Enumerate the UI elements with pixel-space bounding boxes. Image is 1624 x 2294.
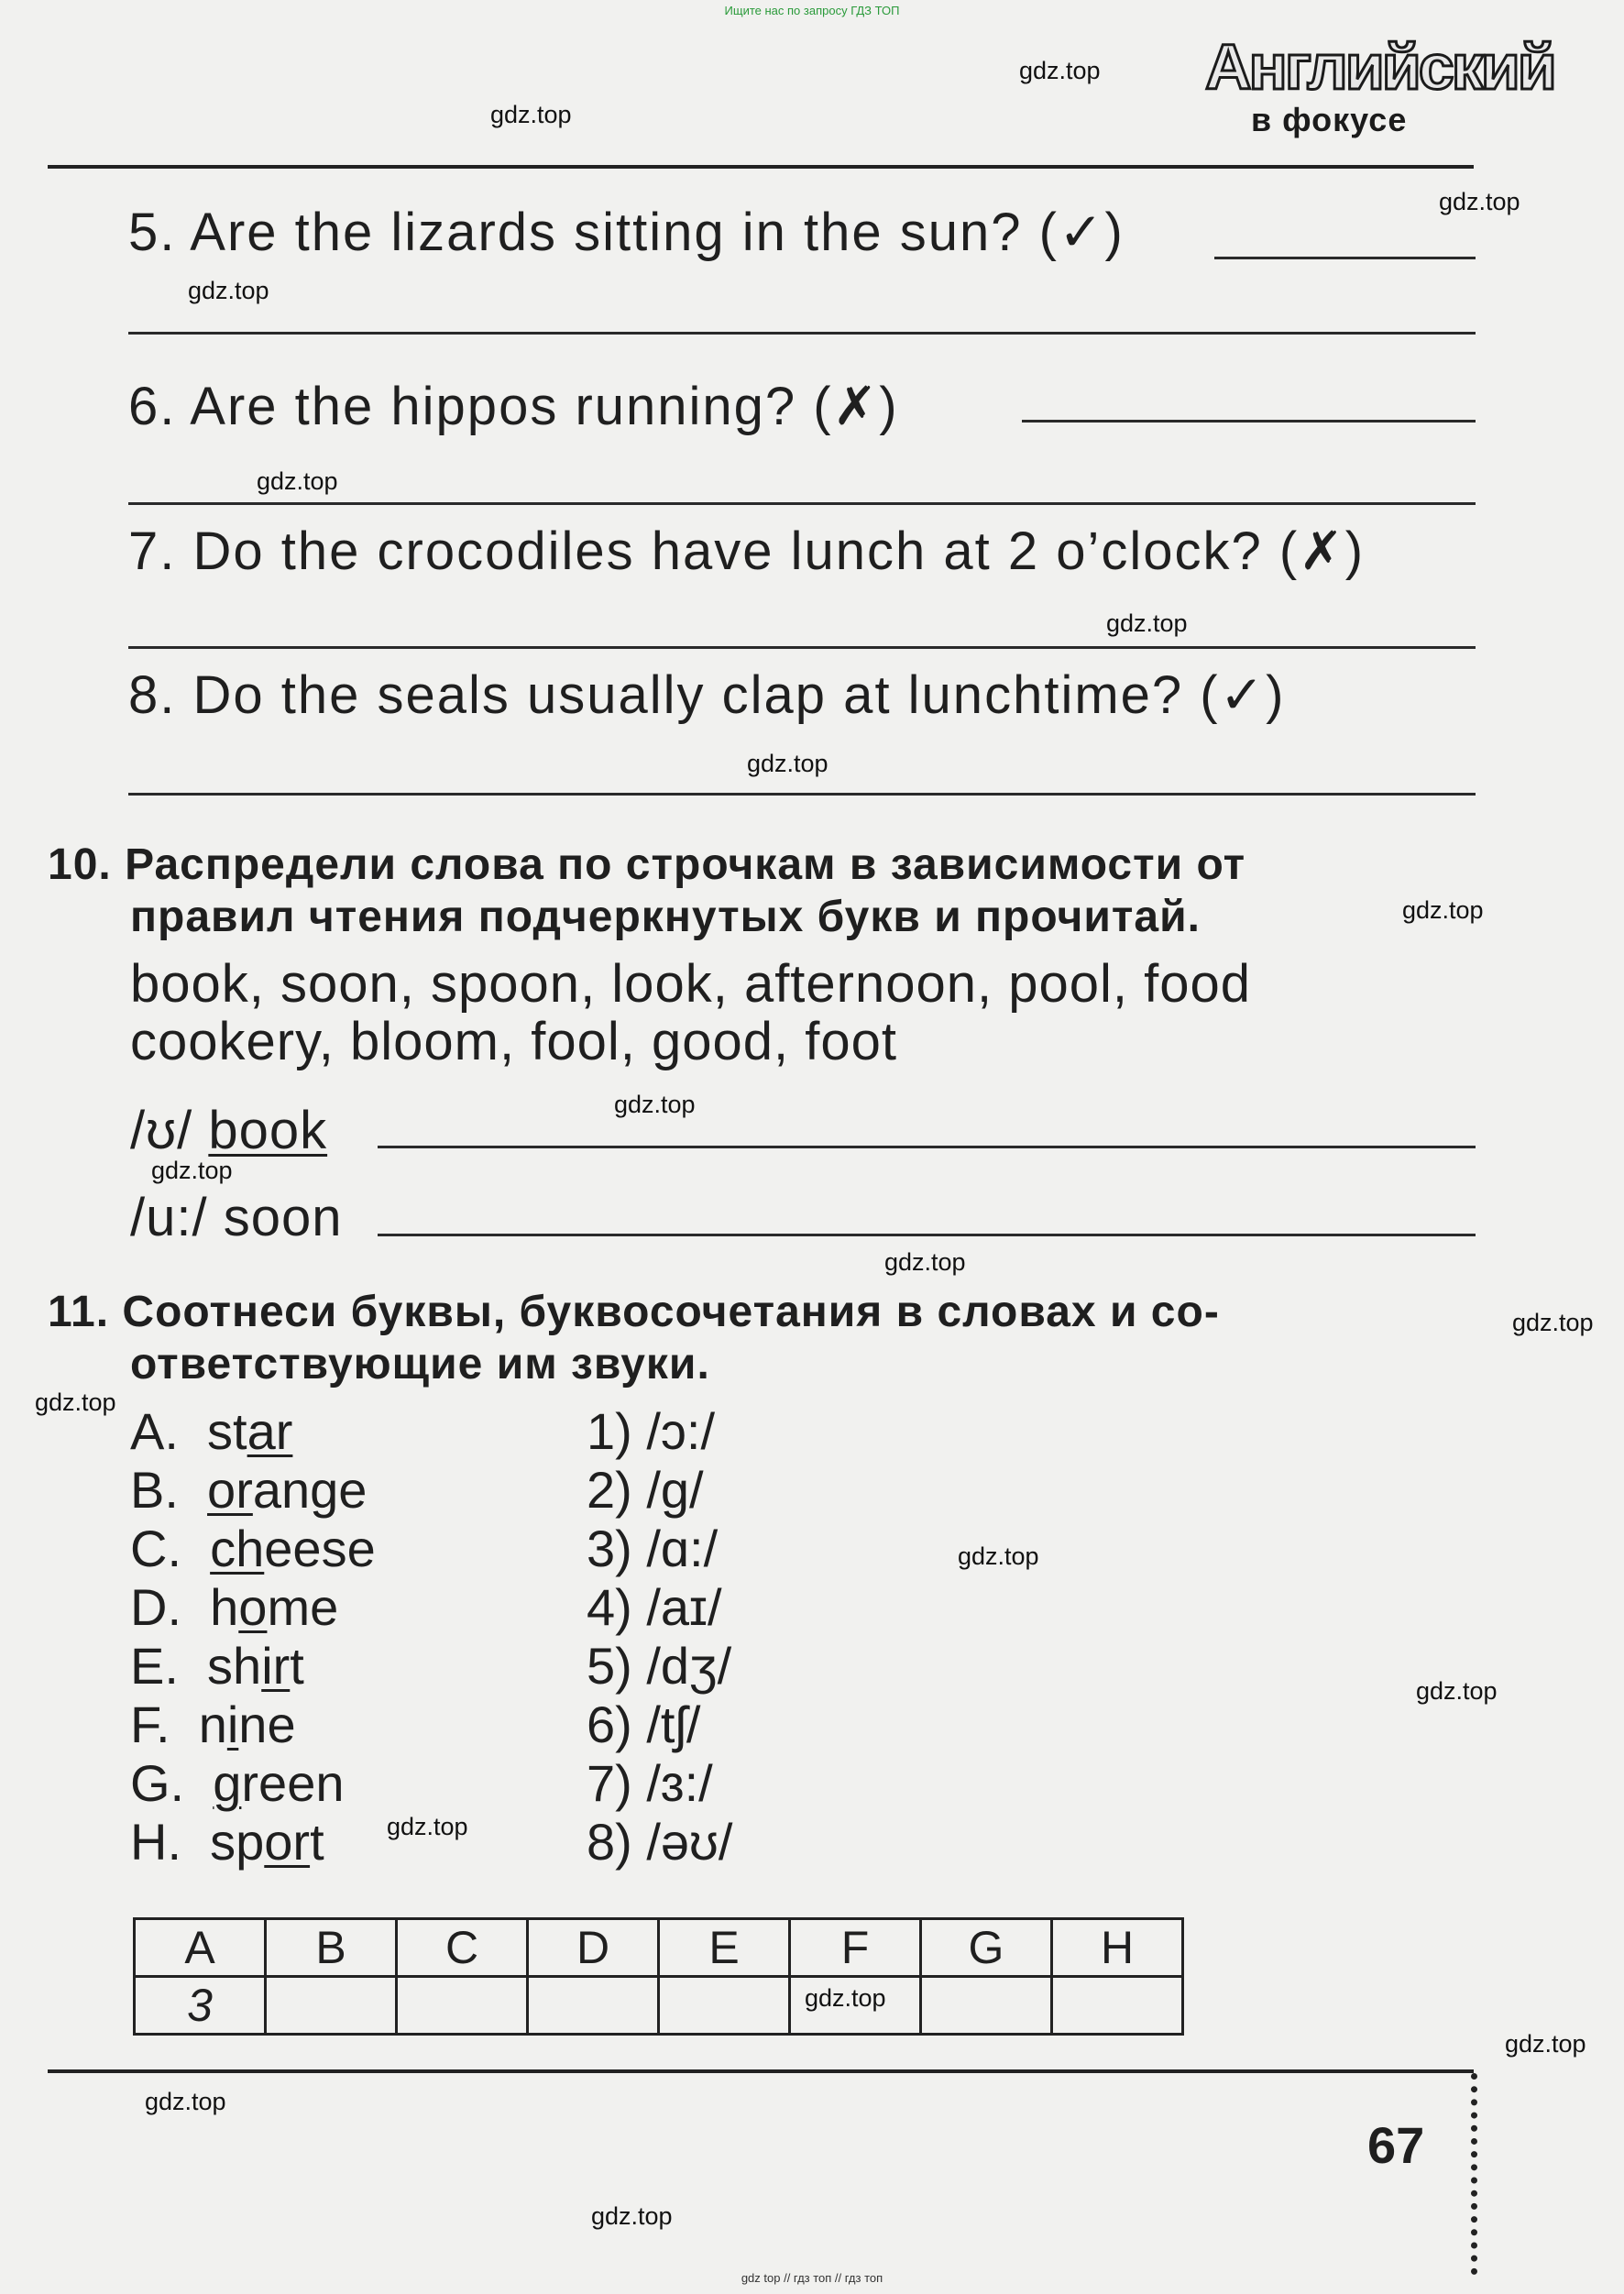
sound-row-short-u — [130, 1101, 328, 1160]
sound-item: 3) /ɑ:/ — [587, 1520, 719, 1577]
word: cookery — [130, 1012, 319, 1071]
watermark: gdz.top — [1019, 57, 1101, 84]
table-cell: D — [528, 1919, 659, 1977]
task-10-title: 10. Распредели слова по строчкам в зависимости от — [48, 840, 1246, 889]
table-answer-row — [135, 1977, 1183, 2035]
example-word: soon — [223, 1188, 343, 1247]
example-word: book — [208, 1101, 328, 1160]
answer-cell[interactable] — [397, 1977, 528, 2035]
watermark: gdz.top — [188, 277, 269, 304]
table-cell: B — [266, 1919, 397, 1977]
table-cell: H — [1052, 1919, 1183, 1977]
watermark: gdz.top — [884, 1248, 966, 1276]
letter-item: H. sport — [130, 1813, 324, 1871]
task-10-words-line1: book, soon, spoon, look, afternoon, pool, food — [130, 954, 1252, 1014]
sound-item: 4) /aɪ/ — [587, 1578, 722, 1636]
letters-column — [130, 1402, 376, 1871]
sound-symbol: /u:/ — [130, 1188, 208, 1247]
answer-cell[interactable]: 3 — [135, 1977, 266, 2035]
task-10-words-line2: cookery, bloom, fool, good, foot — [130, 1012, 897, 1071]
letter-item: A. star — [130, 1402, 293, 1460]
book-logo-title: Английский — [1205, 31, 1554, 103]
word: food — [1144, 954, 1252, 1014]
letter-item: B. orange — [130, 1461, 368, 1519]
letter-item: F. nine — [130, 1696, 296, 1753]
table-cell: C — [397, 1919, 528, 1977]
watermark: gdz.top — [257, 467, 338, 495]
watermark: gdz.top — [387, 1813, 468, 1840]
watermark: gdz.top — [805, 1984, 886, 2012]
sound-item: 7) /ɜ:/ — [587, 1754, 713, 1812]
watermark: gdz.top — [145, 2088, 226, 2115]
word: fool — [531, 1012, 620, 1071]
sound-item: 6) /tʃ/ — [587, 1696, 701, 1753]
sounds-column — [587, 1402, 732, 1871]
table-header-row — [135, 1919, 1183, 1977]
watermark: gdz.top — [614, 1091, 696, 1118]
word: afternoon — [743, 954, 978, 1014]
sound-symbol: /ʊ/ — [130, 1101, 193, 1160]
letter-item: C. cheese — [130, 1520, 376, 1577]
letter-item: E. shirt — [130, 1637, 304, 1695]
answer-table — [133, 1917, 1184, 2036]
letter-item: D. home — [130, 1578, 339, 1636]
sound-item: 8) /əʊ/ — [587, 1813, 733, 1871]
watermark: gdz.top — [1439, 188, 1520, 215]
dotted-edge — [1471, 2073, 1477, 2275]
watermark: gdz.top — [1106, 609, 1188, 637]
sound-item: 2) /g/ — [587, 1461, 704, 1519]
word: look — [611, 954, 713, 1014]
watermark: gdz.top — [747, 750, 828, 777]
task-10-title-line2: правил чтения подчеркнутых букв и прочитай. — [130, 893, 1201, 941]
word: pool — [1008, 954, 1113, 1014]
page-number: 67 — [1367, 2116, 1425, 2174]
table-cell: A — [135, 1919, 266, 1977]
answer-cell[interactable] — [659, 1977, 790, 2035]
answer-cell[interactable] — [921, 1977, 1052, 2035]
watermark: gdz.top — [1416, 1677, 1498, 1705]
answer-line[interactable] — [1022, 420, 1476, 423]
watermark: gdz.top — [1512, 1309, 1594, 1336]
answer-cell[interactable] — [1052, 1977, 1183, 2035]
answer-line[interactable] — [378, 1146, 1476, 1148]
watermark: gdz.top — [1505, 2030, 1586, 2058]
word: foot — [805, 1012, 897, 1071]
answer-line[interactable] — [128, 332, 1476, 335]
task-11-title-line2: ответствующие им звуки. — [130, 1340, 710, 1388]
answer-line[interactable] — [378, 1234, 1476, 1236]
sound-item: 1) /ɔ:/ — [587, 1402, 716, 1460]
word: soon — [280, 954, 400, 1014]
book-logo-subtitle: в фокусе — [1251, 101, 1408, 138]
task-11-title: 11. Соотнеси буквы, буквосочетания в словах и со- — [48, 1288, 1220, 1336]
watermark: gdz.top — [490, 101, 572, 128]
watermark: gdz.top — [1402, 896, 1484, 924]
sound-item: 5) /dʒ/ — [587, 1637, 732, 1695]
table-cell: G — [921, 1919, 1052, 1977]
letter-item: G. green — [130, 1754, 345, 1812]
table-cell: F — [790, 1919, 921, 1977]
word: spoon — [431, 954, 581, 1014]
question-5: 5. Are the lizards sitting in the sun? (✓) — [128, 203, 1125, 262]
watermark: gdz.top — [591, 2202, 673, 2230]
bottom-banner: gdz top // гдз топ // гдз топ — [741, 2271, 883, 2285]
answer-line[interactable] — [128, 793, 1476, 796]
watermark: gdz.top — [958, 1542, 1039, 1570]
word: bloom — [350, 1012, 499, 1071]
watermark: gdz.top — [35, 1388, 116, 1416]
question-8: 8. Do the seals usually clap at lunchtime? (✓) — [128, 665, 1286, 725]
word: book — [130, 954, 249, 1014]
table-cell: E — [659, 1919, 790, 1977]
header-rule — [48, 165, 1474, 169]
answer-line[interactable] — [128, 646, 1476, 649]
top-banner: Ищите нас по запросу ГДЗ ТОП — [724, 4, 900, 17]
sound-row-long-u — [130, 1188, 343, 1247]
question-6: 6. Are the hippos running? (✗) — [128, 377, 899, 436]
word: good — [651, 1012, 774, 1071]
footer-rule — [48, 2069, 1474, 2073]
answer-line[interactable] — [128, 502, 1476, 505]
answer-cell[interactable] — [528, 1977, 659, 2035]
watermark: gdz.top — [151, 1157, 233, 1184]
question-7: 7. Do the crocodiles have lunch at 2 o’clock? (✗) — [128, 521, 1366, 581]
answer-line[interactable] — [1214, 257, 1476, 259]
answer-cell[interactable] — [266, 1977, 397, 2035]
